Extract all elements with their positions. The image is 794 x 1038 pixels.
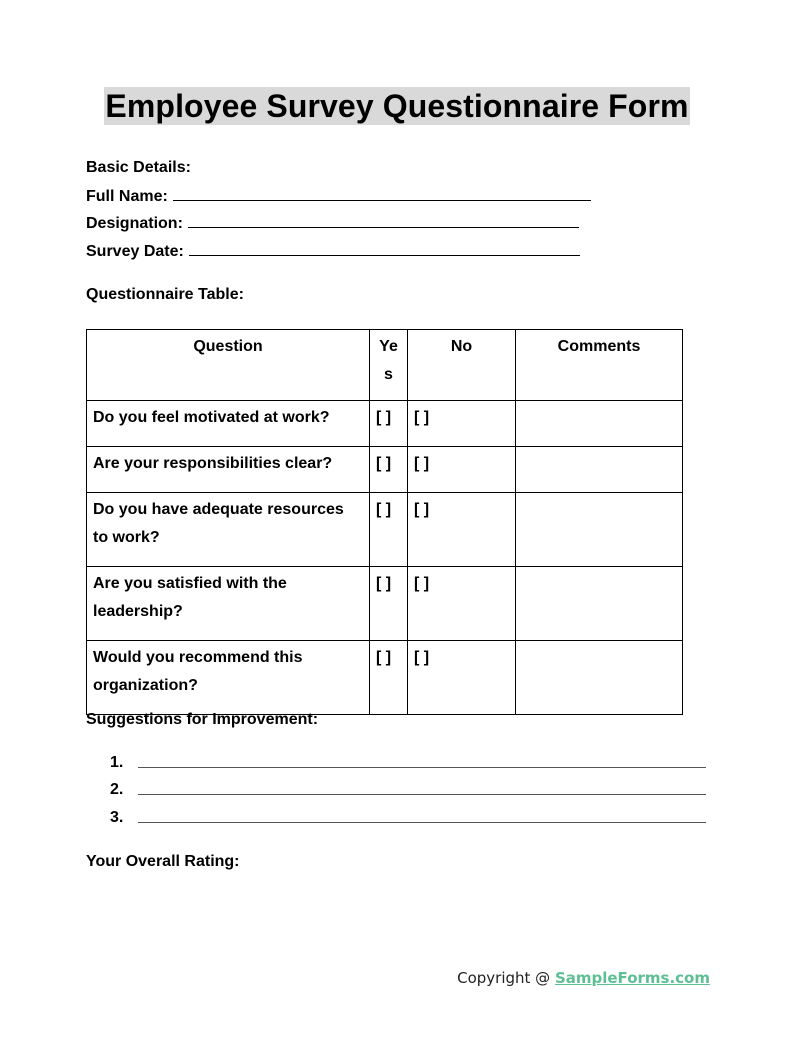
designation-field[interactable] — [86, 213, 579, 234]
yes-checkbox[interactable]: [ ] — [370, 567, 408, 641]
no-checkbox[interactable]: [ ] — [408, 567, 516, 641]
questionnaire-heading: Questionnaire Table: — [86, 286, 244, 303]
comment-cell[interactable] — [516, 493, 683, 567]
title-wrapper — [0, 87, 794, 125]
comment-cell[interactable] — [516, 447, 683, 493]
comment-cell[interactable] — [516, 567, 683, 641]
column-header-no: No — [408, 330, 516, 401]
column-header-question: Question — [87, 330, 370, 401]
suggestion-line[interactable] — [138, 794, 706, 795]
suggestions-heading: Suggestions for Improvement: — [86, 711, 319, 728]
list-item[interactable] — [110, 809, 706, 829]
comment-cell[interactable] — [516, 641, 683, 715]
list-item-number: 1. — [110, 754, 124, 771]
no-checkbox[interactable]: [ ] — [408, 493, 516, 567]
survey-date-blank[interactable] — [189, 241, 580, 256]
no-checkbox[interactable]: [ ] — [408, 447, 516, 493]
list-item[interactable] — [110, 754, 706, 774]
yes-checkbox[interactable]: [ ] — [370, 401, 408, 447]
yes-checkbox[interactable]: [ ] — [370, 641, 408, 715]
survey-date-field[interactable] — [86, 241, 580, 262]
copyright-footer — [457, 969, 710, 987]
suggestion-line[interactable] — [138, 822, 706, 823]
yes-checkbox[interactable]: [ ] — [370, 447, 408, 493]
yes-checkbox[interactable]: [ ] — [370, 493, 408, 567]
question-cell: Do you feel motivated at work? — [87, 401, 370, 447]
designation-blank[interactable] — [188, 213, 579, 228]
questionnaire-table — [86, 329, 683, 715]
table-row — [87, 567, 683, 641]
list-item-number: 2. — [110, 781, 124, 798]
overall-rating-heading: Your Overall Rating: — [86, 853, 240, 870]
designation-label: Designation: — [86, 215, 183, 232]
comment-cell[interactable] — [516, 401, 683, 447]
no-checkbox[interactable]: [ ] — [408, 401, 516, 447]
column-header-comments: Comments — [516, 330, 683, 401]
question-cell: Are you satisfied with the leadership? — [87, 567, 370, 641]
question-cell: Would you recommend this organization? — [87, 641, 370, 715]
full-name-label: Full Name: — [86, 188, 168, 205]
table-header-row — [87, 330, 683, 401]
table-row — [87, 493, 683, 567]
list-item-number: 3. — [110, 809, 124, 826]
full-name-field[interactable] — [86, 186, 591, 207]
copyright-prefix: Copyright @ — [457, 969, 555, 987]
question-cell: Do you have adequate resources to work? — [87, 493, 370, 567]
full-name-blank[interactable] — [173, 186, 591, 201]
basic-details-heading: Basic Details: — [86, 159, 191, 176]
table-row — [87, 447, 683, 493]
table-row — [87, 401, 683, 447]
column-header-yes: Yes — [370, 330, 408, 401]
brand-link[interactable]: SampleForms.com — [554, 969, 710, 987]
table-row — [87, 641, 683, 715]
list-item[interactable] — [110, 781, 706, 801]
suggestion-line[interactable] — [138, 767, 706, 768]
question-cell: Are your responsibilities clear? — [87, 447, 370, 493]
survey-date-label: Survey Date: — [86, 243, 184, 260]
page-title: Employee Survey Questionnaire Form — [105, 88, 689, 124]
no-checkbox[interactable]: [ ] — [408, 641, 516, 715]
